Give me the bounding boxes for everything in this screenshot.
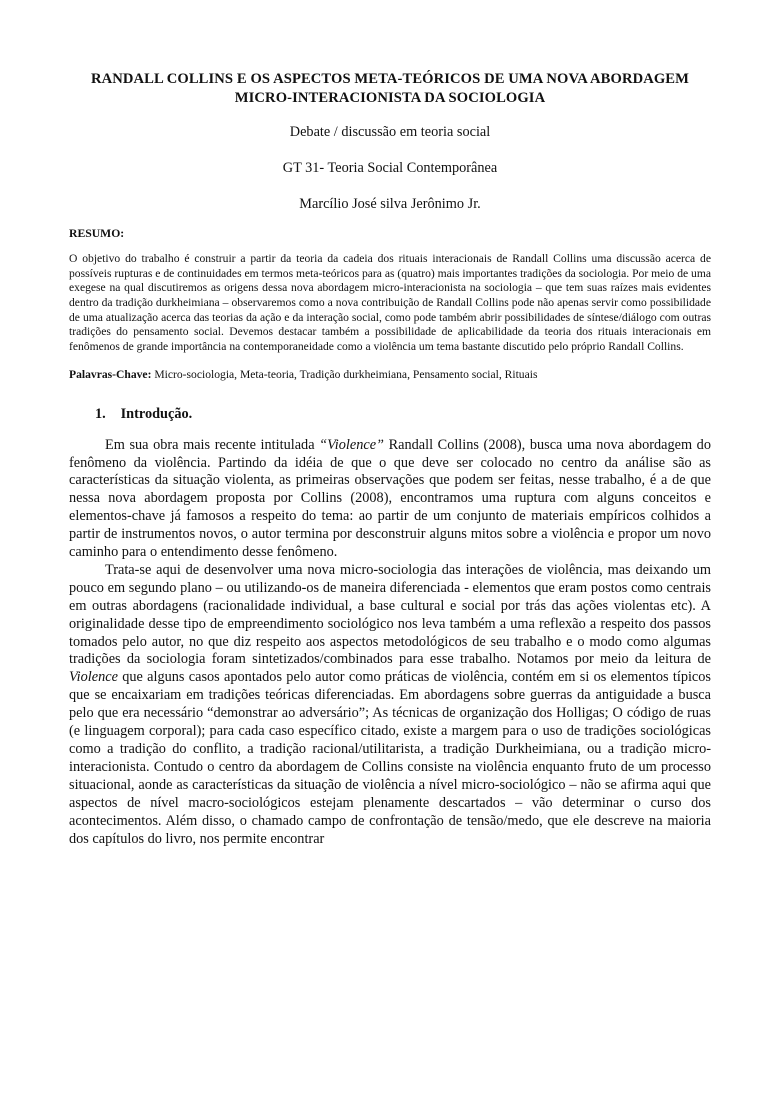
working-group: GT 31- Teoria Social Contemporânea [282,160,498,176]
section-number: 1. [95,405,106,422]
italic-violence-title: “Violence” [319,436,384,453]
abstract-heading: RESUMO: [69,227,125,240]
paragraph-2: Trata-se aqui de desenvolver uma nova micro-sociologia das interações de violência, mas deixando um pouco em segundo plano – ou utilizando-os de maneira diferenciada - elementos que eram postos como centrais em outras abordagens (racionalidade individual, a base cultural e social por trás das ações violentas etc). A originalidade desse tipo de empreendimento sociológico nos leva também a uma reflexão a respeito dos passos tomados pelo autor, no que diz respeito aos aspectos metodológicos de seu trabalho e o modo como algumas tradições da sociologia foram sintetizados/combinados para esse trabalho. Notamos por meio da leitura de Violence que alguns casos apontados pelo autor como práticas de violência, contém em si os elementos típicos que se encaixariam em tradições teóricas diferenciadas. Em abordagens sobre guerras da antiguidade a busca pelo que era necessário “demonstrar ao adversário”; As técnicas de organização dos Holligas; O código de ruas (e linguagem corporal); para cada caso específico citado, existe a margem para o uso de tradições sociológicas como a tradição do conflito, a tradição racional/utilitarista, a tradição Durkheimiana, ou a tradição micro-interacionista. Contudo o centro da abordagem de Collins consiste na violência enquanto fruto de um processo situacional, aonde as características da situação de violência a nível micro-sociológico – não se afirma aqui que aspectos de nível macro-sociológicos estejam plenamente descartados – vão determinar o curso dos acontecimentos. Além disso, o chamado campo de confrontação de tensão/medo, que ele descreve na maioria dos capítulos do livro, nos permite encontrar [69,561,711,847]
document-page [0,70,768,1094]
title-line-2: MICRO-INTERACIONISTA DA SOCIOLOGIA [234,90,546,106]
body-text [69,437,711,849]
paper-title [69,70,711,108]
section-heading [69,405,711,423]
paper-subtitle: Debate / discussão em teoria social [289,124,491,140]
italic-violence-book: Violence [69,669,118,686]
keywords [69,368,711,382]
keywords-label: Palavras-Chave: [69,367,152,381]
title-line-1: RANDALL COLLINS E OS ASPECTOS META-TEÓRICOS DE UMA NOVA ABORDAGEM [90,71,690,87]
keywords-list: Micro-sociologia, Meta-teoria, Tradição durkheimiana, Pensamento social, Rituais [151,367,538,381]
section-title: Introdução. [120,405,193,422]
abstract-text: O objetivo do trabalho é construir a partir da teoria da cadeia dos rituais interacionais de Randall Collins uma discussão acerca de possíveis rupturas e de continuidades em termos meta-teóricos para as (quatro) mais importantes tradições da sociologia. Por meio de uma exegese na qual discutiremos as origens dessa nova abordagem micro-interacionista na sociologia – que tem suas raízes mais evidentes dentro da tradição durkheimiana – observaremos como a nova contribuição de Randall Collins pode não apenas servir como possibilidade de uma atualização acerca das teorias da ação e da interação social, como pode também abrir possibilidades de síntese/diálogo com outras tradições do pensamento social. Devemos destacar também a possibilidade de aplicabilidade da teoria dos rituais interacionais em fenômenos de grande importância na contemporaneidade como a violência um tema bastante discutido pelo próprio Randall Collins. [69,252,711,353]
paragraph-1: Em sua obra mais recente intitulada “Violence” Randall Collins (2008), busca uma nova abordagem do fenômeno da violência. Partindo da idéia de que o que deve ser colocado no centro da análise são as características da situação violenta, as primeiras observações que podem ser feitas, nesse trabalho, é a de que nessa nova abordagem proposta por Collins (2008), encontramos uma ruptura com alguns conceitos e elementos-chave já famosos a respeito do tema: ao partir de um conjunto de materiais empíricos colhidos a partir de instrumentos novos, o autor termina por desconstruir alguns mitos sobre a violência e propor um novo caminho para o entendimento desse fenômeno. [69,436,711,561]
author-name: Marcílio José silva Jerônimo Jr. [299,196,481,212]
